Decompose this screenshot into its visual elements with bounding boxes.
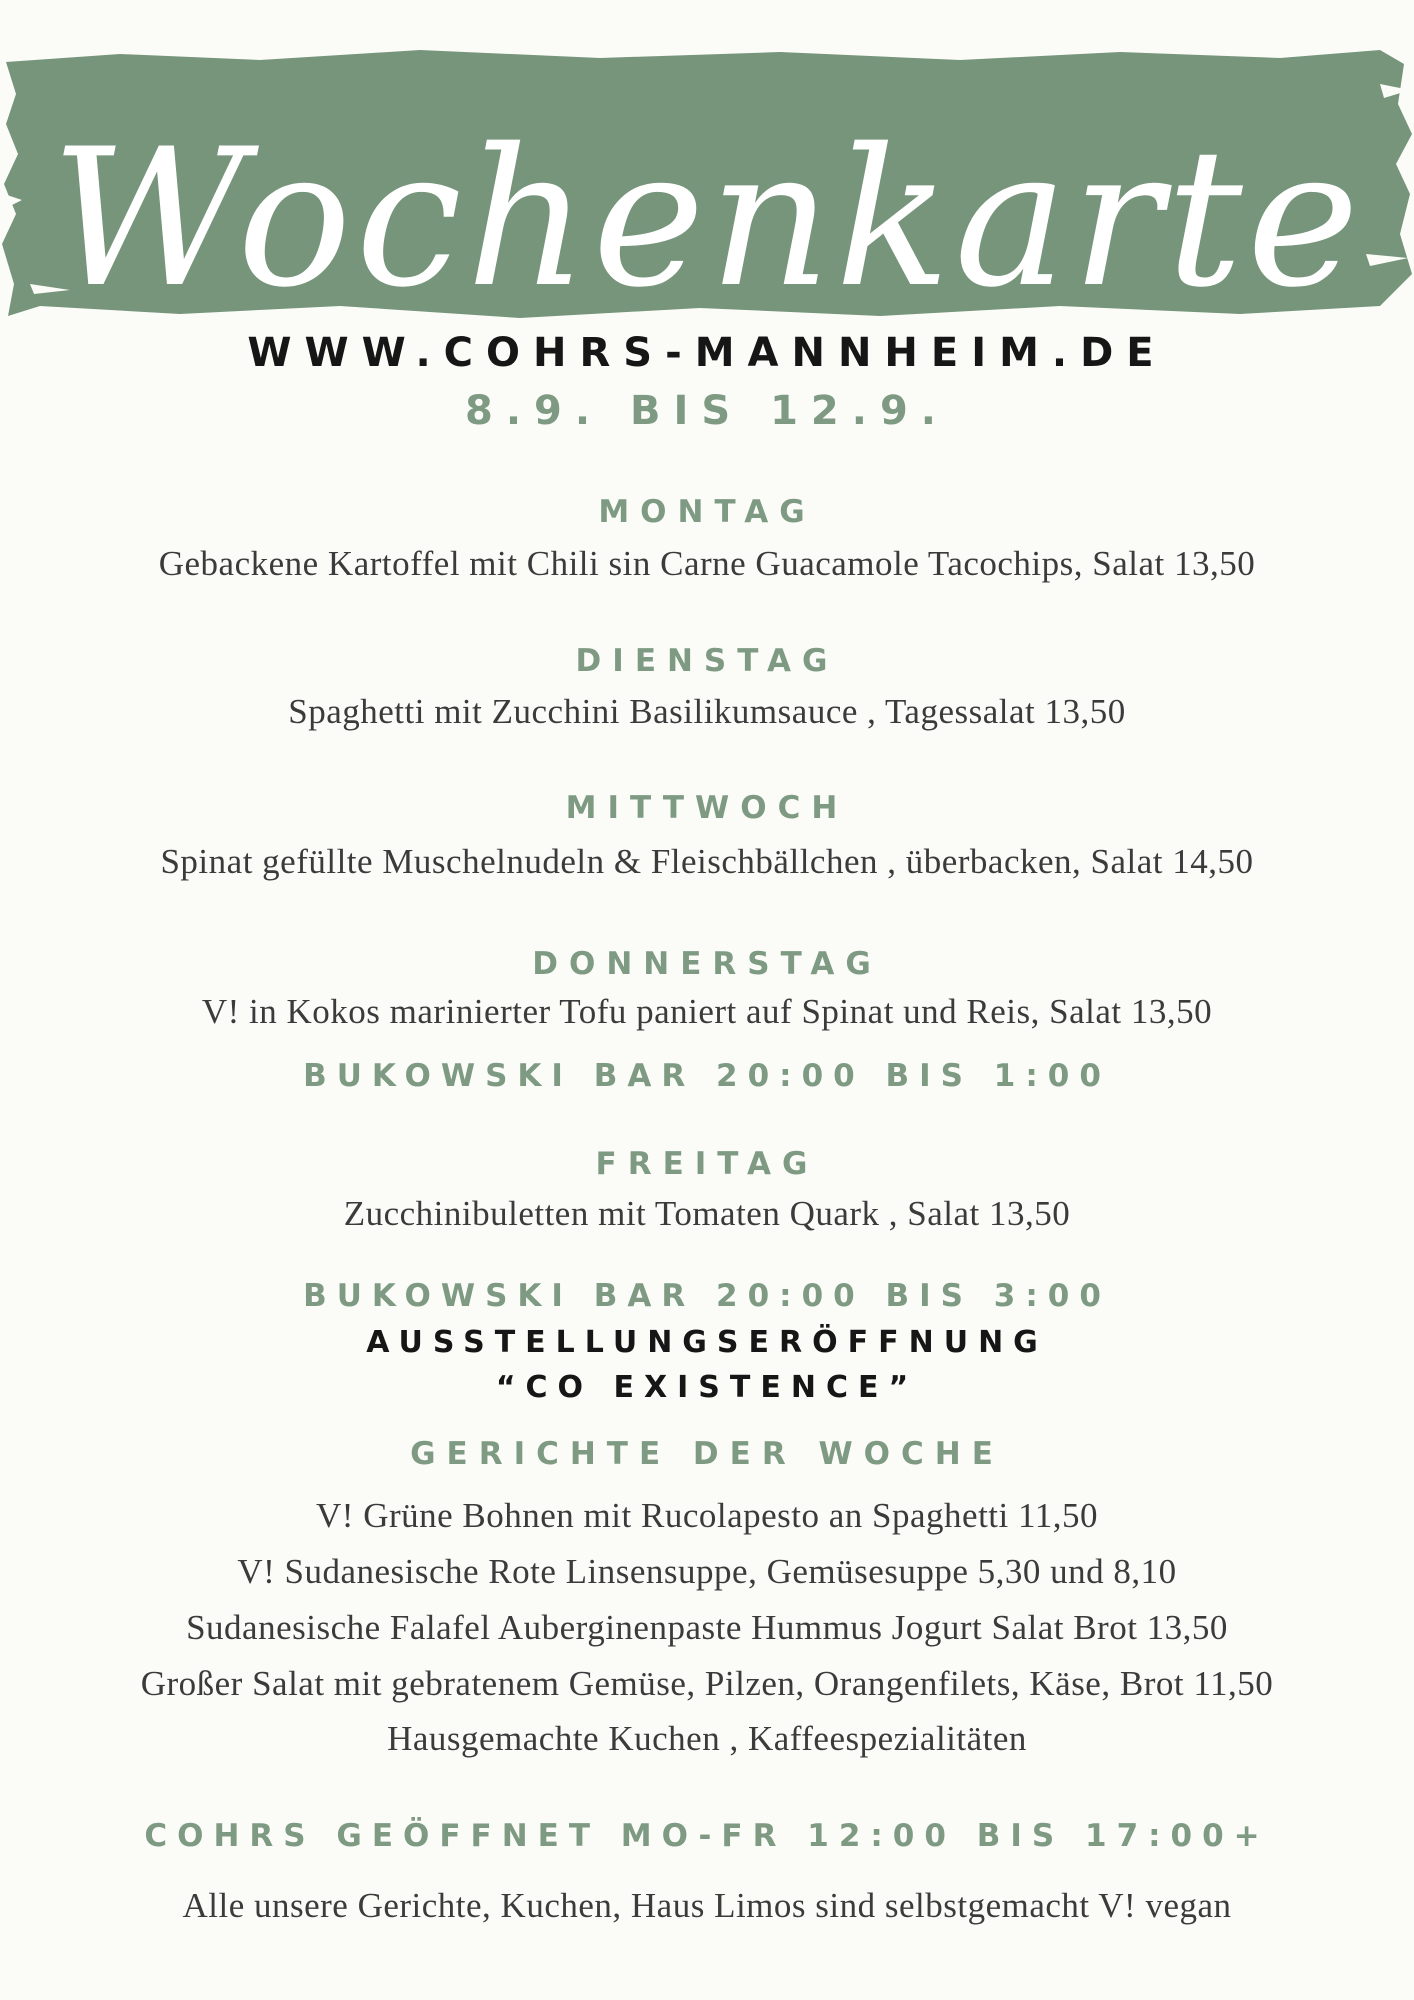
website-link[interactable]: WWW.COHRS-MANNHEIM.DE	[247, 330, 1167, 376]
event-title: AUSSTELLUNGSERÖFFNUNG	[366, 1325, 1048, 1360]
weekly-dish: Sudanesische Falafel Auberginenpaste Hummus Jogurt Salat Brot 13,50	[186, 1608, 1228, 1647]
title-banner	[0, 44, 1414, 329]
event-subtitle: “CO EXISTENCE”	[495, 1370, 919, 1405]
date-range: 8.9. BIS 12.9.	[465, 388, 949, 434]
day-heading-dienstag: DIENSTAG	[575, 643, 839, 679]
footer-note: Alle unsere Gerichte, Kuchen, Haus Limos sind selbstgemacht V! vegan	[182, 1886, 1232, 1925]
bar-hours-donnerstag: BUKOWSKI BAR 20:00 BIS 1:00	[303, 1058, 1111, 1094]
page-title: Wochenkarte	[50, 108, 1364, 329]
day-heading-donnerstag: DONNERSTAG	[532, 946, 882, 982]
dish-freitag: Zucchinibuletten mit Tomaten Quark , Salat 13,50	[343, 1194, 1071, 1233]
weekly-dish: V! Sudanesische Rote Linsensuppe, Gemüsesuppe 5,30 und 8,10	[237, 1552, 1177, 1591]
weekly-dish: V! Grüne Bohnen mit Rucolapesto an Spaghetti 11,50	[316, 1496, 1098, 1535]
dish-dienstag: Spaghetti mit Zucchini Basilikumsauce , Tagessalat 13,50	[288, 692, 1126, 731]
weekly-heading: GERICHTE DER WOCHE	[410, 1436, 1004, 1472]
bar-hours-freitag: BUKOWSKI BAR 20:00 BIS 3:00	[303, 1278, 1111, 1314]
day-heading-mittwoch: MITTWOCH	[565, 790, 849, 826]
weekly-dish: Hausgemachte Kuchen , Kaffeespezialitäten	[387, 1719, 1027, 1758]
day-heading-montag: MONTAG	[598, 494, 816, 530]
opening-hours: COHRS GEÖFFNET MO-FR 12:00 BIS 17:00+	[144, 1818, 1270, 1854]
weekly-dish: Großer Salat mit gebratenem Gemüse, Pilzen, Orangenfilets, Käse, Brot 11,50	[140, 1664, 1274, 1703]
day-heading-freitag: FREITAG	[595, 1146, 819, 1182]
dish-mittwoch: Spinat gefüllte Muschelnudeln & Fleischbällchen , überbacken, Salat 14,50	[160, 842, 1254, 881]
dish-montag: Gebackene Kartoffel mit Chili sin Carne Guacamole Tacochips, Salat 13,50	[158, 544, 1256, 583]
dish-donnerstag: V! in Kokos marinierter Tofu paniert auf Spinat und Reis, Salat 13,50	[201, 992, 1213, 1031]
